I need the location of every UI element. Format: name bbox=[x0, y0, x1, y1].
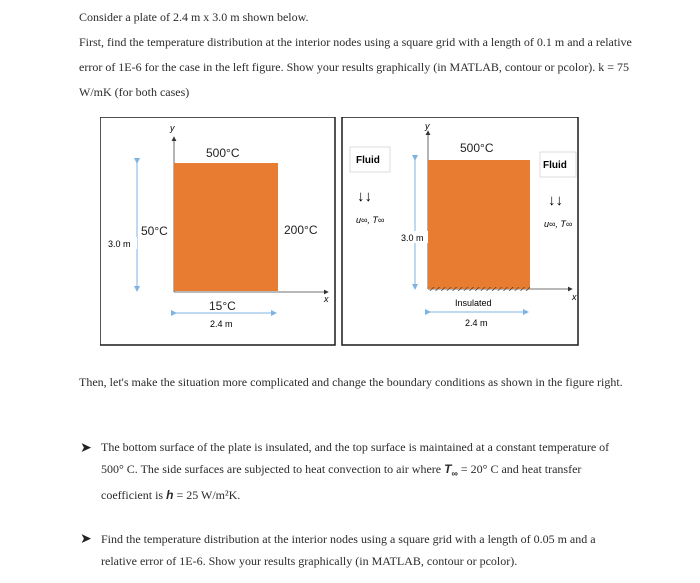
bullet1-part-b: = 20° C and heat transfer coefficient is bbox=[101, 462, 582, 503]
right-x-label: x bbox=[572, 292, 577, 302]
t-infinity-symbol bbox=[444, 462, 458, 479]
right-top-temp: 500°C bbox=[460, 141, 494, 155]
conv-left-label: u∞, T∞ bbox=[356, 215, 385, 225]
infinity-subscript: ∞ bbox=[451, 468, 458, 479]
intro-text: Consider a plate of 2.4 m x 3.0 m shown below. bbox=[79, 10, 309, 24]
left-height-label: 3.0 m bbox=[108, 239, 131, 249]
boundary-diagrams bbox=[100, 117, 580, 347]
left-bottom-temp: 15°C bbox=[209, 299, 236, 313]
bullet1-part-c: = 25 W/m²K. bbox=[173, 488, 241, 503]
fluid-left-arrows: ↓↓ bbox=[357, 188, 372, 205]
left-right-temp: 200°C bbox=[284, 223, 318, 237]
transition-text: Then, let's make the situation more complicated and change the boundary conditions as shown in the figure right. bbox=[79, 375, 623, 389]
h-symbol: h bbox=[166, 488, 174, 503]
task1-text: First, find the temperature distribution at the interior nodes using a square grid with a length of 0.1 m and a relative error of 1E-6 for the case in the left figure. Show your results graphically (in MATLAB, contour or pcolor). k = 75 W/mK (for both cases) bbox=[79, 35, 632, 99]
bullet2-text: Find the temperature distribution at the interior nodes using a square grid with a length of 0.05 m and a relative error of 1E-6. Show your results graphically (in MATLAB, contour or pcolor). bbox=[101, 532, 596, 568]
left-top-temp: 500°C bbox=[206, 146, 240, 160]
left-y-label: y bbox=[170, 123, 175, 133]
fluid-right-label: Fluid bbox=[543, 160, 567, 171]
bullet1-text bbox=[101, 436, 631, 506]
left-figure bbox=[100, 117, 335, 345]
figure bbox=[100, 117, 580, 352]
right-plate bbox=[428, 160, 530, 289]
right-y-label: y bbox=[425, 121, 430, 131]
fluid-left-label: Fluid bbox=[356, 155, 380, 166]
fluid-right-arrows: ↓↓ bbox=[548, 192, 563, 209]
right-width-label: 2.4 m bbox=[465, 318, 488, 328]
insulated-label: Insulated bbox=[455, 298, 492, 308]
t-symbol: T bbox=[444, 462, 452, 476]
left-left-temp: 50°C bbox=[141, 224, 168, 238]
right-height-label: 3.0 m bbox=[401, 233, 424, 243]
right-figure bbox=[342, 117, 578, 345]
left-x-label: x bbox=[324, 294, 329, 304]
left-plate bbox=[174, 163, 278, 291]
insulation-hatch bbox=[428, 287, 530, 291]
left-width-label: 2.4 m bbox=[210, 319, 233, 329]
bullet1-part-a: The bottom surface of the plate is insulated, and the top surface is maintained at a constant temperature of 500° C. The side surfaces are subjected to heat convection to air where bbox=[101, 440, 610, 476]
bullet-arrow-icon: ➤ bbox=[80, 531, 92, 547]
bullet-arrow-icon: ➤ bbox=[80, 440, 92, 456]
conv-right-label: u∞, T∞ bbox=[544, 219, 573, 229]
